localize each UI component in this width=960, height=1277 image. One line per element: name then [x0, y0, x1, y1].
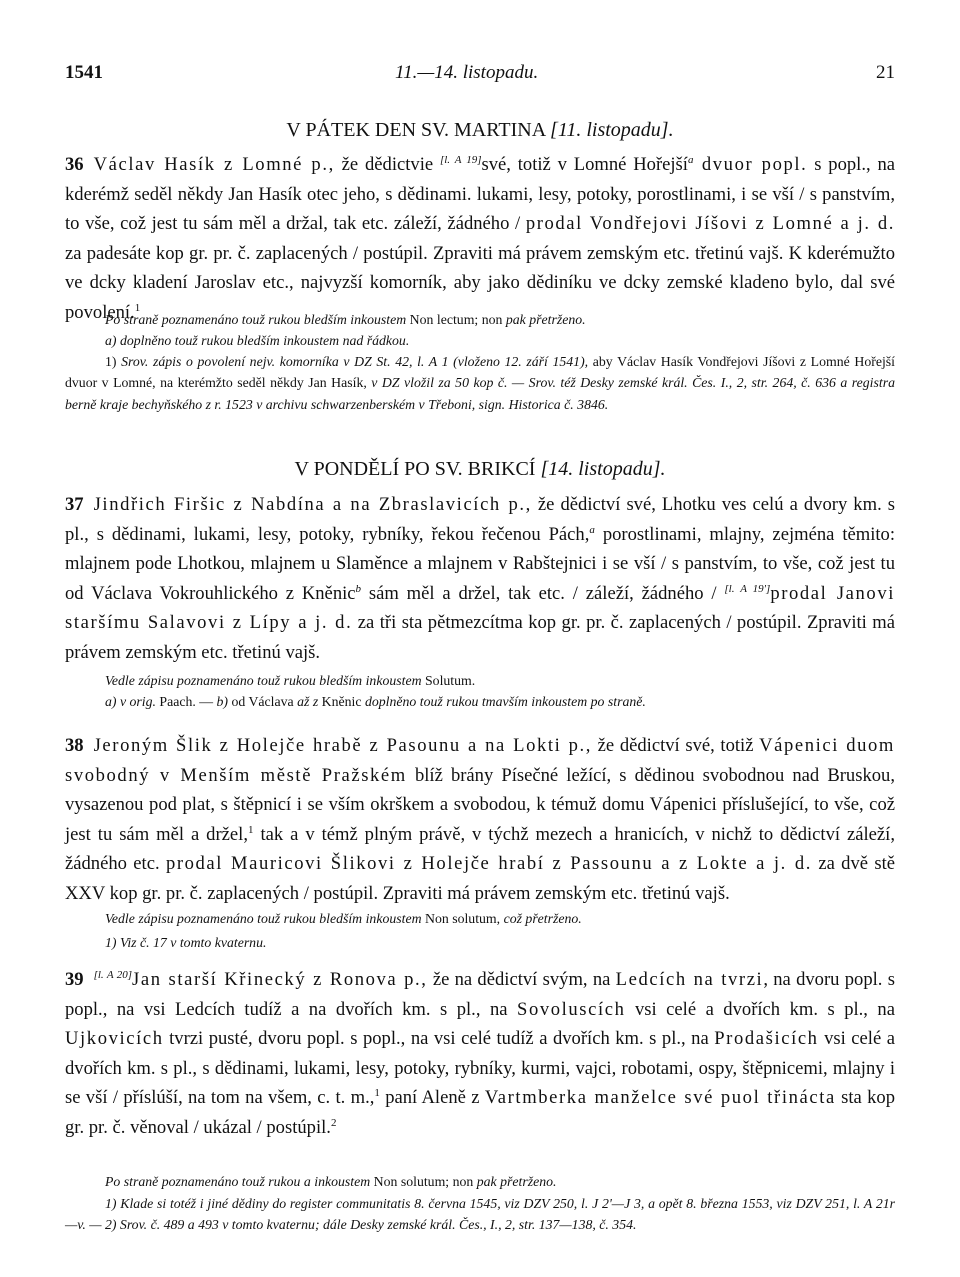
page-number: 21	[876, 62, 895, 83]
entry-number: 36	[65, 154, 84, 175]
entry-party: Jindřich Firšic z Nabdína a na Zbraslavicích p.,	[93, 494, 532, 515]
sheet-reference: [l. A 19]	[439, 154, 482, 166]
section-title-brikci: V PONDĚLÍ PO SV. BRIKCÍ [14. listopadu].	[294, 458, 666, 480]
editorial-note-38: Vedle zápisu poznamenáno touž rukou bledším inkoustem Non solutum, což přetrženo.	[105, 911, 582, 926]
entry-number: 37	[65, 494, 84, 515]
variant-mark: a	[589, 523, 595, 536]
entry-number: 38	[65, 735, 84, 756]
header-year: 1541	[65, 62, 103, 83]
footnotes-39: 1) Klade si totéž i jiné dědiny do register communitatis 8. června 1545, viz DZV 250, l. J 2'—J 3, a opět 8. března 1553, viz DZV 251, l. A 21r—v. — 2) Srov. č. 489 a 493 v tomto kvaternu; dále Desky zemské král. Čes., I., 2, str. 137—138, č. 354.	[65, 1196, 895, 1233]
entry-party: Jeroným Šlik z Holejče hrabě z Pasounu a na Lokti p.,	[93, 735, 593, 756]
entry-39: 39 [l. A 20]Jan starší Křinecký z Ronova p., že na dědictví svým, na Ledcích na tvrzi, na dvoru popl. s popl., na vsi Ledcích tudíž a na dvořích km. s pl., na Sovoluscích vsi celé a dvořích km. s pl., na Ujkovicích tvrzi pusté, dvoru popl. s popl., na vsi celé tudíž a dvořích km. s pl., na Prodašicích vsi celé a dvořích km. s pl., s dědinami, lukami, lesy, potoky, rybníky, kurmi, vajci, robotami, ospy, štěpnicemi, mlajny i se vší / příslúší, na tom na všem, c. t. m.,$^1$ paní Aleně z Vartmberka manželce své puol třinácta sta kop gr. pr. č. věnoval / ukázal / postúpil.$^2$	[65, 969, 896, 1138]
sheet-reference: [l. A 19']	[724, 582, 771, 595]
footnote-mark: 1	[134, 301, 141, 314]
variant-mark: b	[355, 582, 362, 595]
editorial-note-37: Vedle zápisu poznamenáno touž rukou bledším inkoustem Solutum. a) v orig. Paach. — b) od Václava až z Kněnic doplněno touž rukou tmavším inkoustem po straně.	[105, 673, 646, 709]
entry-36: 36 Václav Hasík z Lomné p., že dědictvie [l. A 19]své, totiž v Lomné Hořejší$^a$ dvuor popl. s popl., na kderémž seděl někdy Jan Hasík otec jeho, s dědinami. lukami, lesy, potoky, porostlinami, i se vší / s panstvím, to vše, což jest tu sám měl a držal, tak etc. záleží, žádného / prodal Vondřejovi Jíšovi z Lomné a j. d. za padesáte kop gr. pr. č. zaplacených / postúpil. Zpraviti má právem zemským etc. třetinú vajš. K kderémužto ve dcky kladení Jaroslav etc., najvyzší komorník, aby jako dědiníku ve dcky zemské kladeno bylo, dal své povolení.$^1$	[65, 154, 896, 323]
page-header	[65, 62, 895, 88]
sheet-reference: [l. A 20]	[93, 969, 133, 981]
editorial-note-39: Po straně poznamenáno touž rukou a inkoustem Non solutum; non pak přetrženo.	[105, 1174, 557, 1189]
footnotes-36: 1) Srov. zápis o povolení nejv. komorníka v DZ St. 42, l. A 1 (vloženo 12. září 1541), aby Václav Hasík Vondřejovi Jíšovi z Lomné Hořejší dvuor v Lomné, na kterémžto seděl někdy Jan Hasík, v DZ vložil za 50 kop č. — Srov. též Desky zemské král. Čes. I., 2, str. 264, č. 636 a registra berně kraje bechyňského z r. 1523 v archivu schwarzenberském v Třeboni, sign. Historica č. 3846.	[65, 354, 896, 412]
footnote-mark: 1	[247, 823, 254, 836]
entry-party: Václav Hasík z Lomné p.,	[93, 154, 335, 175]
footnote-mark: 1	[374, 1087, 380, 1100]
entry-number: 39	[65, 969, 84, 990]
footnote-mark: 2	[330, 1116, 337, 1129]
entry-37: 37 Jindřich Firšic z Nabdína a na Zbraslavicích p., že dědictví své, Lhotku ves celú a dvory km. s pl., s dědinami, lukami, lesy, potoky, rybníky, řekou řečenou Pách,$^a$ porostlinami, mlajny, zejména těmito: mlajnem pode Lhotkou, mlajnem u Slaměnce a mlajnem v Rabštejnici i se vší / s panstvím, to vše, což jest tu od Václava Vokrouhlického z Kněnic$^b$ sám měl a držel, tak etc. / záleží, žádného / [l. A 19']prodal Janovi staršímu Salavovi z Lípy a j. d. za tři sta pětmezcítma kop gr. pr. č. zaplacených / postúpil. Zpraviti má právem zemským etc. třetinú vajš.	[65, 494, 896, 663]
entry-party: Jan starší Křinecký z Ronova p.,	[132, 969, 428, 990]
section-title-martin: V PÁTEK DEN SV. MARTINA [11. listopadu].	[286, 119, 674, 141]
editorial-note-36: Po straně poznamenáno touž rukou bledším inkoustem Non lectum; non pak přetrženo. a) doplněno touž rukou bledším inkoustem nad řádkou.	[105, 312, 586, 348]
entry-38: 38 Jeroným Šlik z Holejče hrabě z Pasounu a na Lokti p., že dědictví své, totiž Vápenici duom svobodný v Menším městě Pražském blíž brány Písečné ležící, s dědinou svobodnou nad Bruskou, vysazenou pod plat, s štěpnicí i se vším okrškem a svobodou, k témuž domu Vápenici příslušející, to vše, což jest tu sám měl a držel,$^1$ tak a v témž plným právě, v týchž mezech a hranicích, v nichž to dědictví záleží, žádného etc. prodal Mauricovi Šlikovi z Holejče hrabí z Passounu a z Lokte a j. d. za dvě stě XXV kop gr. pr. č. zaplacených / postúpil. Zpraviti má právem zemským etc. třetinú vajš.	[65, 735, 895, 904]
header-date: 11.—14. listopadu.	[395, 62, 539, 83]
footnote-38: 1) Viz č. 17 v tomto kvaternu.	[105, 935, 267, 950]
variant-mark: a	[687, 154, 694, 166]
